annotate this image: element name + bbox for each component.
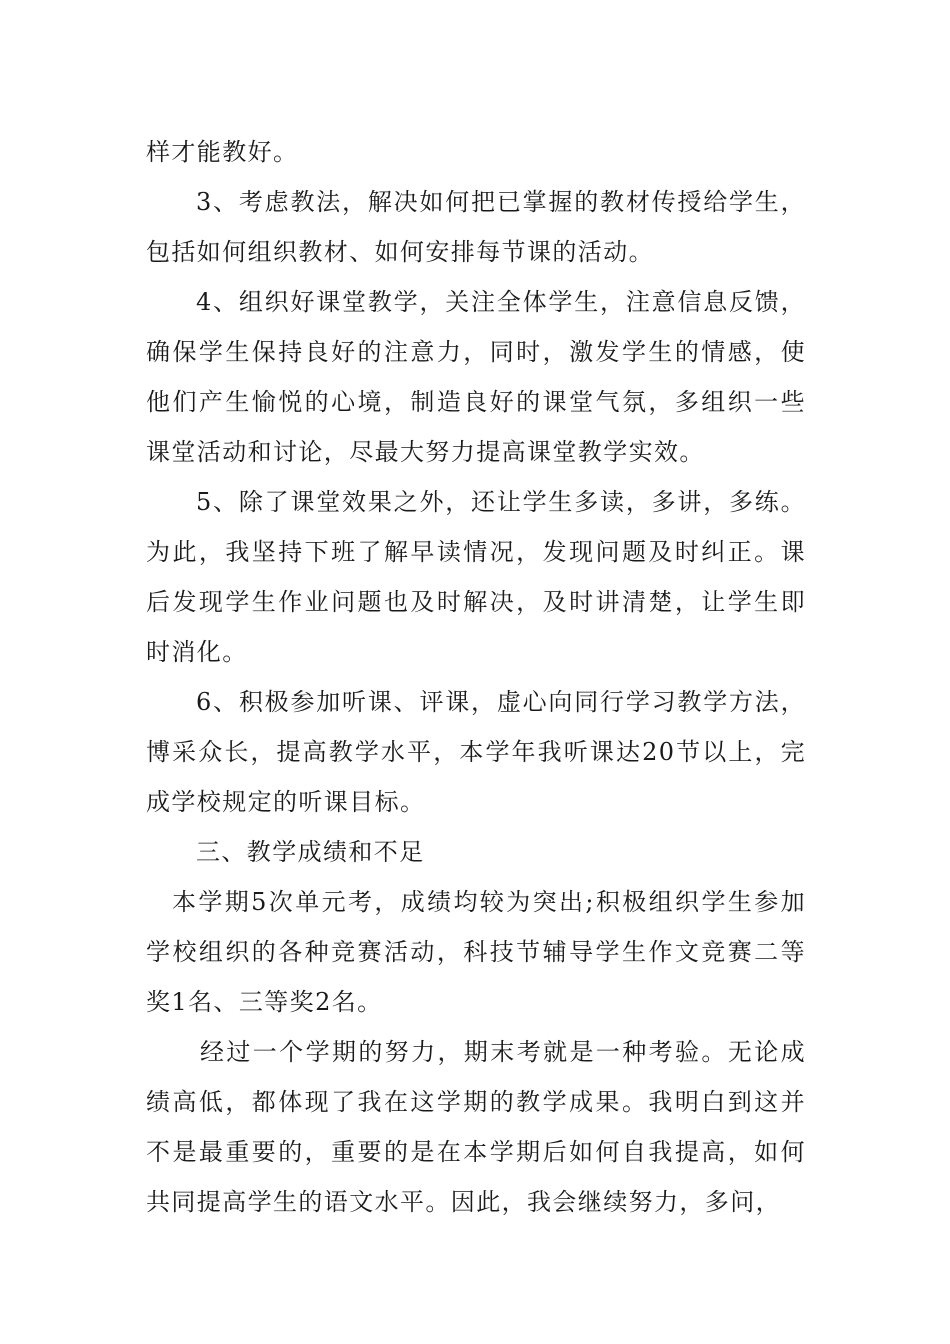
paragraph-item-5: 5、除了课堂效果之外，还让学生多读，多讲，多练。为此，我坚持下班了解早读情况，发现问题及时纠正。课后发现学生作业问题也及时解决，及时讲清楚，让学生即时消化。: [146, 488, 806, 666]
paragraph-item-4: 4、组织好课堂教学，关注全体学生，注意信息反馈，确保学生保持良好的注意力，同时，激发学生的情感，使他们产生愉悦的心境，制造良好的课堂气氛，多组织一些课堂活动和讨论，尽最大努力提高课堂教学实效。: [146, 288, 806, 466]
paragraph-item-3: 3、考虑教法，解决如何把已掌握的教材传授给学生，包括如何组织教材、如何安排每节课的活动。: [146, 188, 806, 266]
paragraph-item-6: 6、积极参加听课、评课，虚心向同行学习教学方法，博采众长，提高教学水平，本学年我听课达20节以上，完成学校规定的听课目标。: [146, 688, 806, 816]
paragraph-continuation: 样才能教好。: [146, 138, 299, 166]
paragraph-reflection: 经过一个学期的努力，期末考就是一种考验。无论成绩高低，都体现了我在这学期的教学成果。我明白到这并不是最重要的，重要的是在本学期后如何自我提高，如何共同提高学生的语文水平。因此，我会继续努力，多问，: [146, 1038, 806, 1216]
section-heading: 三、教学成绩和不足: [196, 838, 425, 866]
document-body: [146, 127, 806, 1227]
paragraph-results: 本学期5次单元考，成绩均较为突出;积极组织学生参加学校组织的各种竞赛活动，科技节辅导学生作文竞赛二等奖1名、三等奖2名。: [146, 888, 806, 1016]
